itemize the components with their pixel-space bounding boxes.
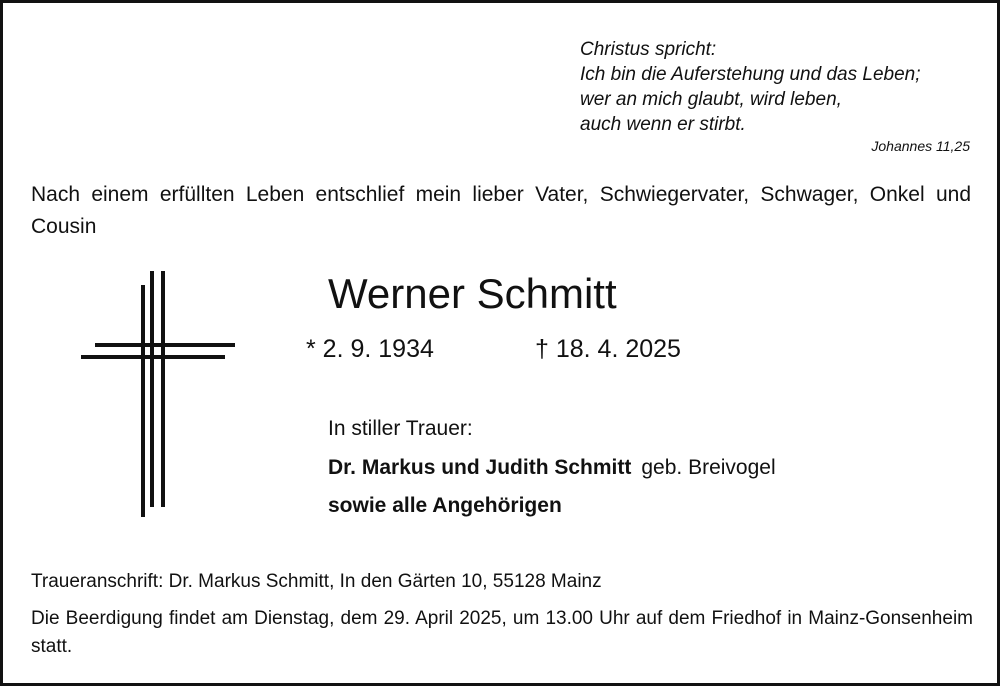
birth-date: * 2. 9. 1934: [306, 335, 434, 363]
verse-line: auch wenn er stirbt.: [580, 114, 746, 135]
verse-line: Ich bin die Auferstehung und das Leben;: [580, 64, 921, 85]
cross-icon: [79, 271, 239, 521]
intro-text: Nach einem erfüllten Leben entschlief mein lieber Vater, Schwiegervater, Schwager, Onkel und Cousin: [31, 183, 971, 238]
bible-verse: [580, 37, 921, 137]
verse-line: Christus spricht:: [580, 39, 717, 60]
mourner-family: [328, 453, 776, 483]
verse-line: wer an mich glaubt, wird leben,: [580, 89, 842, 110]
funeral-notice: Die Beerdigung findet am Dienstag, dem 29. April 2025, um 13.00 Uhr auf dem Friedhof in Mainz-Gonsenheim statt.: [31, 608, 973, 657]
verse-reference: Johannes 11,25: [871, 138, 970, 154]
mourning-address: Traueranschrift: Dr. Markus Schmitt, In den Gärten 10, 55128 Mainz: [31, 571, 602, 592]
deceased-name: Werner Schmitt: [328, 270, 617, 317]
family-names: Dr. Markus und Judith Schmitt: [328, 456, 632, 479]
death-date: † 18. 4. 2025: [535, 335, 681, 363]
mourning-heading: In stiller Trauer:: [328, 417, 473, 440]
maiden-name: geb. Breivogel: [641, 456, 776, 479]
relatives-line: sowie alle Angehörigen: [328, 494, 562, 517]
